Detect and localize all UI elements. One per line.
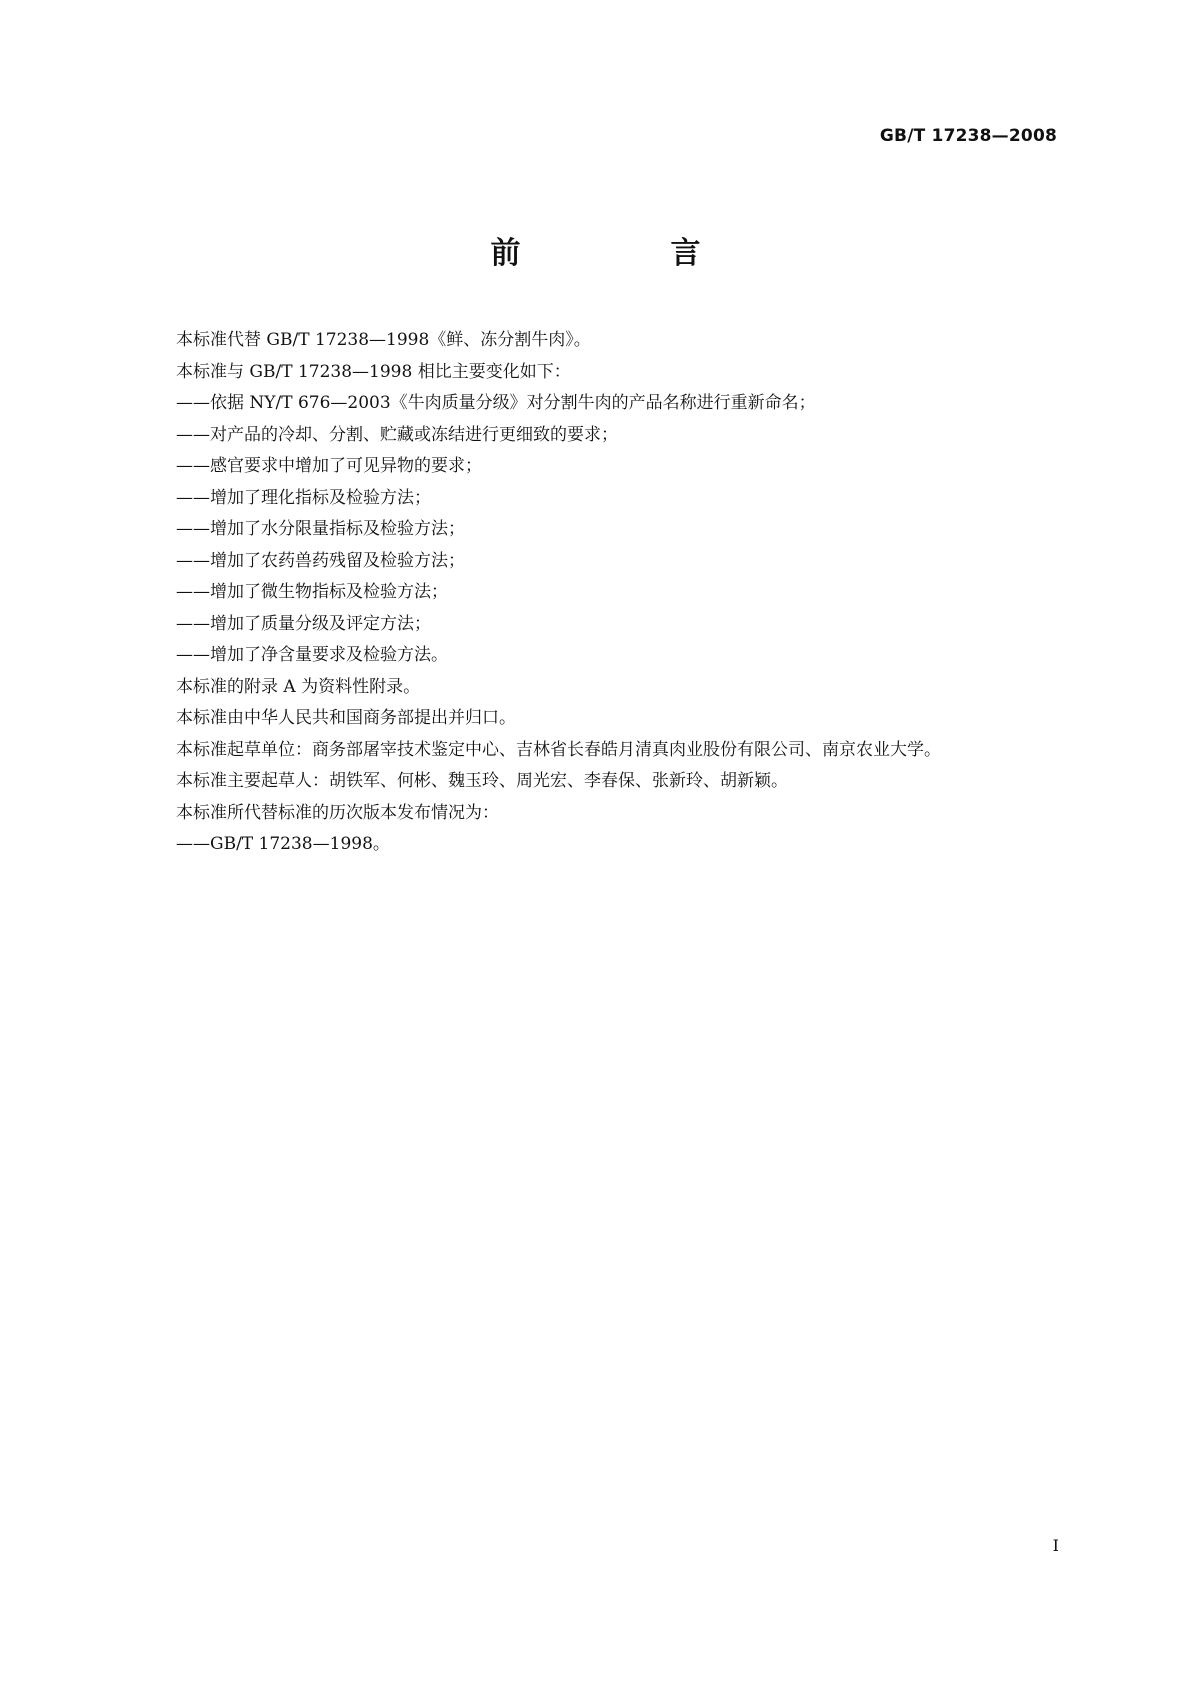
paragraph-appendix: 本标准的附录 A 为资料性附录。: [176, 676, 421, 697]
list-item: ——感官要求中增加了可见异物的要求；: [176, 456, 482, 476]
paragraph-drafting-units: 本标准起草单位：商务部屠宰技术鉴定中心、吉林省长春皓月清真肉业股份有限公司、南京农业大学。: [176, 739, 941, 760]
paragraph-drafters: 本标准主要起草人：胡铁军、何彬、魏玉玲、周光宏、李春保、张新玲、胡新颖。: [176, 771, 788, 791]
list-item: ——GB/T 17238—1998。: [176, 834, 390, 854]
paragraph-history-intro: 本标准所代替标准的历次版本发布情况为：: [176, 802, 499, 823]
page-title: 前 言: [490, 236, 761, 271]
list-item: ——增加了微生物指标及检验方法；: [176, 582, 448, 602]
paragraph-replaces: 本标准代替 GB/T 17238—1998《鲜、冻分割牛肉》。: [176, 330, 591, 350]
list-item: ——增加了理化指标及检验方法；: [176, 487, 431, 508]
document-body: [134, 325, 1059, 861]
list-item: ——增加了水分限量指标及检验方法；: [176, 519, 465, 539]
list-item: ——增加了净含量要求及检验方法。: [176, 645, 448, 665]
list-item: ——依据 NY/T 676—2003《牛肉质量分级》对分割牛肉的产品名称进行重新命名；: [176, 393, 816, 413]
page-number: I: [1052, 1536, 1059, 1555]
standard-code: GB/T 17238—2008: [879, 126, 1057, 146]
paragraph-proposer: 本标准由中华人民共和国商务部提出并归口。: [176, 708, 516, 728]
list-item: ——对产品的冷却、分割、贮藏或冻结进行更细致的要求；: [176, 424, 618, 445]
list-item: ——增加了质量分级及评定方法；: [176, 613, 431, 634]
list-item: ——增加了农药兽药残留及检验方法；: [176, 550, 465, 571]
paragraph-changes-intro: 本标准与 GB/T 17238—1998 相比主要变化如下：: [176, 361, 571, 382]
